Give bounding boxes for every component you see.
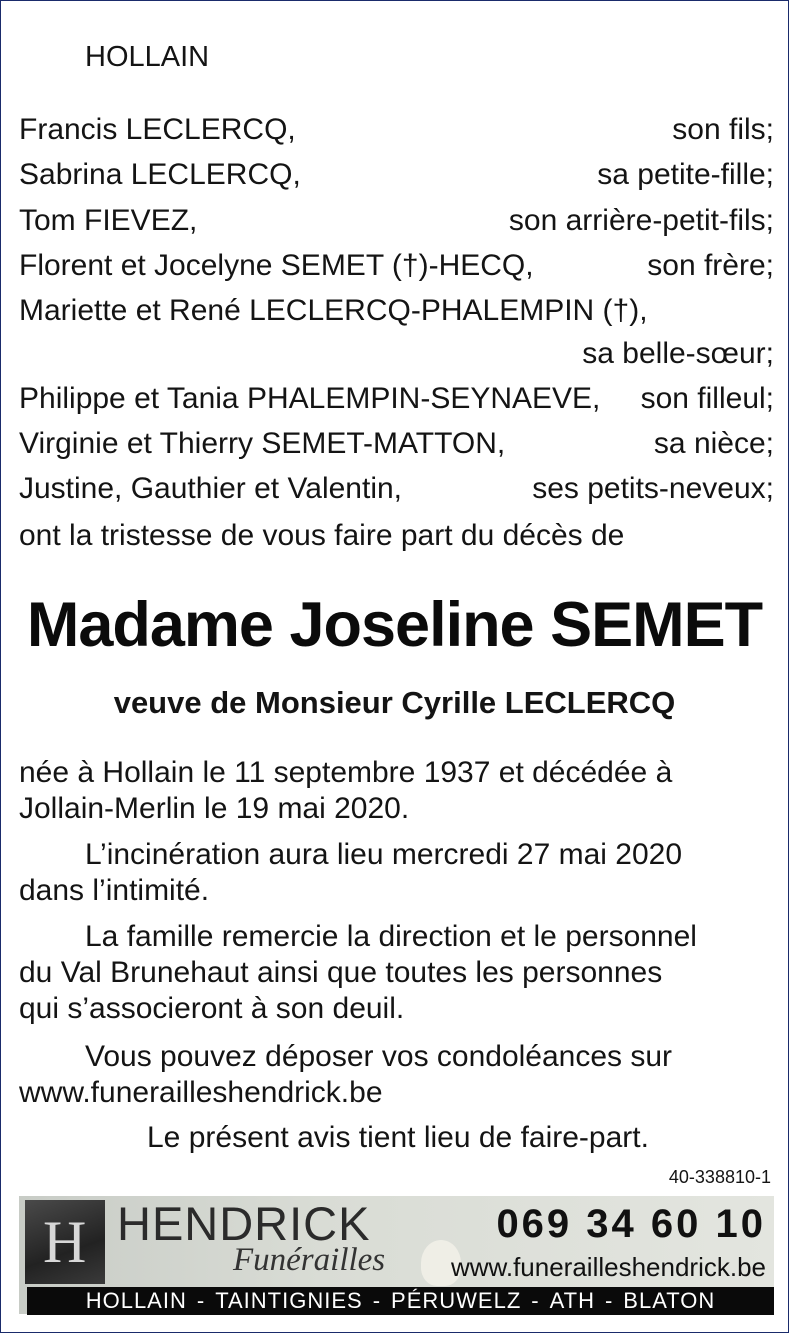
separator: -	[372, 1288, 382, 1313]
family-line	[19, 425, 774, 463]
text-line	[19, 755, 774, 791]
relation: son filleul;	[640, 382, 774, 415]
family-line	[19, 247, 774, 285]
text-line: dans l’intimité.	[19, 874, 210, 907]
relation: son frère;	[647, 249, 774, 282]
relation: sa nièce;	[653, 427, 774, 460]
closing-line: Le présent avis tient lieu de faire-part.	[147, 1121, 649, 1154]
text-line: L’incinération aura lieu mercredi 27 mai 2020	[85, 838, 683, 871]
text-line: qui s’associeront à son deuil.	[19, 992, 405, 1025]
website-link: www.funerailleshendrick.be	[450, 1252, 766, 1282]
family-line	[19, 202, 774, 240]
town-list	[27, 1287, 774, 1315]
place-heading: HOLLAIN	[85, 41, 210, 73]
separator: -	[604, 1288, 614, 1313]
town: HOLLAIN	[85, 1288, 187, 1313]
text-span: née à Hollain le 11 septembre 1937 et décédée à	[19, 756, 673, 789]
town: BLATON	[623, 1288, 716, 1313]
condolence-paragraph	[19, 1039, 774, 1111]
relative-name: Justine, Gauthier et Valentin,	[19, 472, 402, 505]
thanks-paragraph	[19, 919, 774, 1027]
widow-of: veuve de Monsieur Cyrille LECLERCQ	[113, 685, 676, 720]
funeral-home-logo	[25, 1200, 105, 1284]
text-line: Jollain-Merlin le 19 mai 2020.	[19, 792, 410, 825]
family-line	[19, 156, 774, 194]
brand-name: HENDRICK	[117, 1197, 371, 1250]
relative-name: Tom FIEVEZ,	[19, 204, 198, 237]
text-line: du Val Brunehaut ainsi que toutes les personnes	[19, 956, 663, 989]
relative-name: Philippe et Tania PHALEMPIN-SEYNAEVE,	[19, 382, 601, 415]
condolence-website: www.funerailleshendrick.be	[19, 1076, 383, 1109]
relative-name: Francis LECLERCQ,	[19, 113, 296, 146]
deceased-name: Madame Joseline SEMET	[26, 590, 763, 660]
announcement-intro: ont la tristesse de vous faire part du décès de	[19, 519, 625, 552]
relation: sa belle-sœur;	[582, 337, 774, 370]
text-line: Vous pouvez déposer vos condoléances sur	[85, 1040, 673, 1073]
separator: -	[531, 1288, 540, 1313]
relative-name: Sabrina LECLERCQ,	[19, 158, 301, 191]
relative-name: Mariette et René LECLERCQ-PHALEMPIN (†),	[19, 294, 648, 327]
brand-subtitle: Funérailles	[233, 1242, 386, 1278]
town: TAINTIGNIES	[215, 1288, 363, 1313]
town: PÉRUWELZ	[391, 1288, 522, 1313]
family-line	[19, 335, 774, 373]
relative-name: Virginie et Thierry SEMET-MATTON,	[19, 427, 506, 460]
family-line	[19, 470, 774, 508]
relation: son arrière-petit-fils;	[508, 204, 774, 237]
relative-name: Florent et Jocelyne SEMET (†)-HECQ,	[19, 249, 534, 282]
phone-number: 069 34 60 10	[496, 1202, 766, 1246]
family-line	[19, 292, 774, 330]
reference-number: 40-338810-1	[668, 1167, 771, 1187]
separator: -	[196, 1288, 206, 1313]
family-line	[19, 111, 774, 149]
birth-death-paragraph	[19, 755, 774, 827]
town: ATH	[549, 1288, 595, 1313]
logo-letter: H	[43, 1209, 87, 1275]
cremation-paragraph	[19, 837, 774, 909]
relation: sa petite-fille;	[597, 158, 774, 191]
relation: son fils;	[672, 113, 774, 146]
family-line	[19, 380, 774, 418]
relation: ses petits-neveux;	[532, 472, 774, 505]
text-line: La famille remercie la direction et le personnel	[85, 920, 697, 953]
